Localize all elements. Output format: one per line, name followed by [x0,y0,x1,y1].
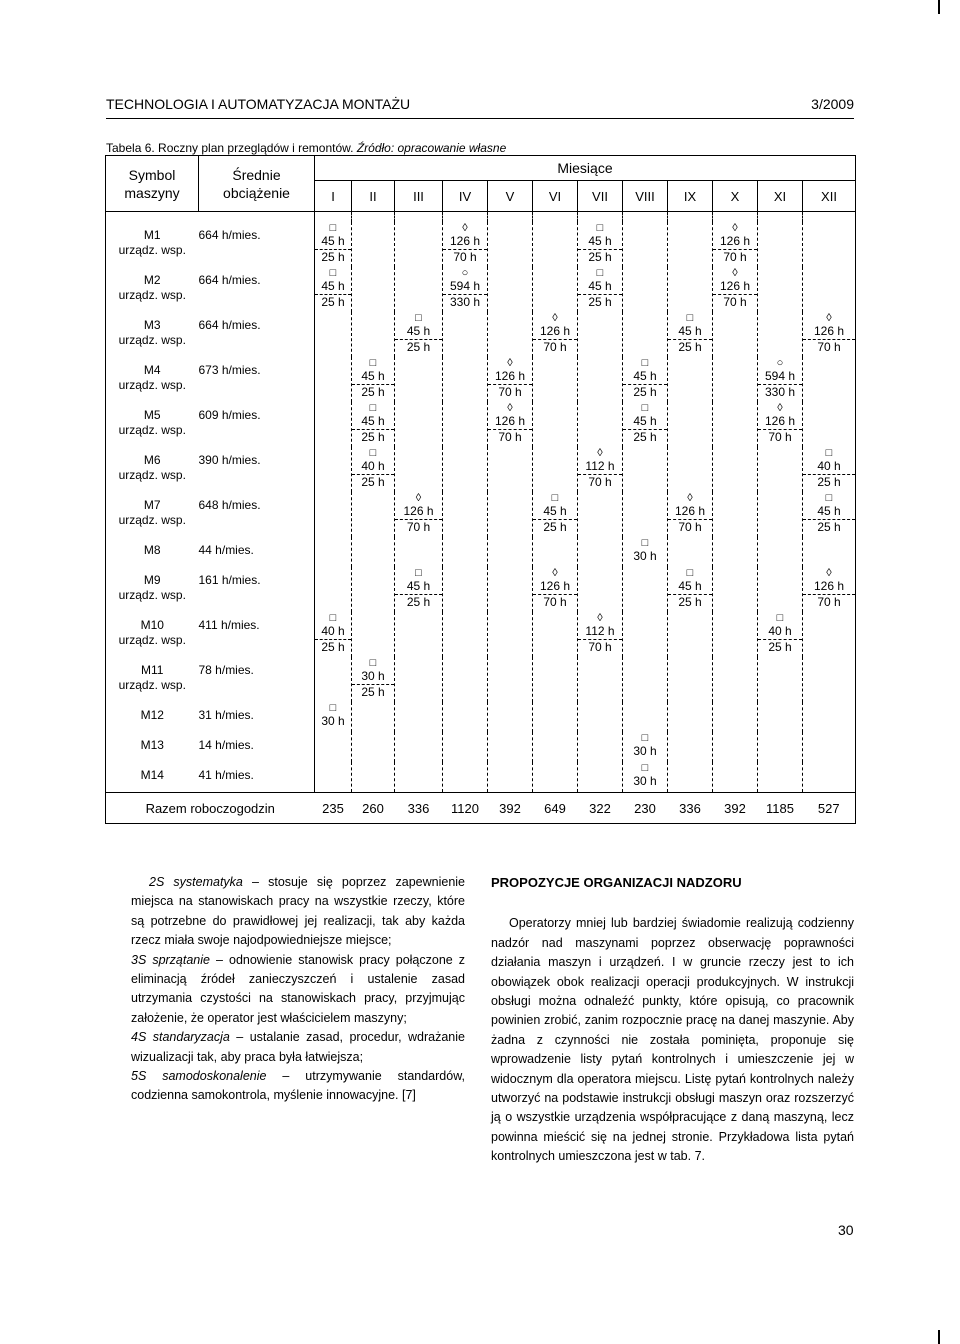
total-value: 392 [713,793,758,824]
plan-cell [443,567,488,612]
plan-cell [488,492,533,537]
plan-cell [803,222,856,267]
square-mark-icon: □ [415,567,422,579]
plan-cell [352,492,395,537]
machine-load: 31 h/mies. [199,702,315,732]
plan-cell [758,312,803,357]
plan-cell [713,312,758,357]
plan-cell: □ 30 h [315,702,352,732]
plan-cell [395,657,443,702]
circle-mark-icon: ○ [776,357,784,369]
total-value: 336 [668,793,713,824]
plan-cell [395,222,443,267]
plan-cell: □ 30 h [623,762,668,793]
plan-cell: □ 45 h 25 h [352,402,395,447]
square-mark-icon: □ [641,357,649,369]
journal-title: TECHNOLOGIA I AUTOMATYZACJA MONTAŻU [106,96,411,112]
plan-cell [352,222,395,267]
machine-load: 664 h/mies. [199,267,315,312]
month-VIII: VIII [623,181,668,212]
table-row [106,612,856,657]
plan-cell: ◊ 126 h 70 h [443,222,488,267]
plan-cell: □ 30 h [623,732,668,762]
plan-cell [533,222,578,267]
plan-cell: ◊ 126 h 70 h [713,222,758,267]
machine-load: 78 h/mies. [199,657,315,702]
plan-cell [668,612,713,657]
diamond-mark-icon: ◊ [597,612,603,624]
plan-cell [758,657,803,702]
total-value: 336 [395,793,443,824]
plan-cell: □ 45 h 25 h [578,222,623,267]
month-VI: VI [533,181,578,212]
diamond-mark-icon: ◊ [732,222,738,234]
plan-cell [395,357,443,402]
plan-cell: □ 45 h 25 h [533,492,578,537]
total-value: 1185 [758,793,803,824]
total-value: 322 [578,793,623,824]
plan-cell [443,492,488,537]
plan-cell [352,732,395,762]
plan-cell [533,357,578,402]
plan-cell [758,702,803,732]
plan-cell [668,447,713,492]
plan-cell [803,657,856,702]
plan-cell [395,702,443,732]
square-mark-icon: □ [329,702,337,714]
square-mark-icon: □ [369,657,377,669]
plan-cell: □ 45 h 25 h [668,567,713,612]
plan-cell [623,267,668,312]
plan-cell [488,222,533,267]
plan-cell: ◊ 126 h 70 h [803,312,856,357]
plan-cell: □ 45 h 25 h [352,357,395,402]
table-row [106,702,856,732]
plan-cell [803,702,856,732]
table-row [106,492,856,537]
total-value: 235 [315,793,352,824]
table-row [106,732,856,762]
plan-cell: □ 45 h 25 h [395,567,443,612]
machine-load: 161 h/mies. [199,567,315,612]
plan-cell [443,357,488,402]
plan-cell [352,537,395,567]
totals-label: Razem roboczogodzin [106,793,315,824]
machine-load: 41 h/mies. [199,762,315,793]
plan-cell [758,447,803,492]
plan-cell [758,267,803,312]
plan-cell [352,612,395,657]
plan-cell [668,357,713,402]
plan-cell [315,492,352,537]
plan-cell [758,222,803,267]
plan-cell [443,447,488,492]
section-heading: PROPOZYCJE ORGANIZACJI NADZORU [491,875,742,890]
plan-cell [533,402,578,447]
total-value: 230 [623,793,668,824]
plan-cell [488,702,533,732]
square-mark-icon: □ [825,447,833,459]
plan-cell [315,762,352,793]
machine-load: 609 h/mies. [199,402,315,447]
square-mark-icon: □ [329,267,337,279]
plan-cell [713,447,758,492]
plan-cell: ◊ 112 h 70 h [578,612,623,657]
plan-cell: ◊ 126 h 70 h [803,567,856,612]
month-XII: XII [803,181,856,212]
diamond-mark-icon: ◊ [415,492,422,504]
machine-symbol: M8 [106,537,199,567]
plan-cell [713,567,758,612]
table-caption [106,141,506,155]
machine-load: 44 h/mies. [199,537,315,567]
plan-cell [713,612,758,657]
plan-cell [315,447,352,492]
plan-cell [533,732,578,762]
diamond-mark-icon: ◊ [462,222,468,234]
plan-cell [713,537,758,567]
plan-cell [395,732,443,762]
plan-cell: ◊ 126 h 70 h [488,357,533,402]
machine-symbol: M10 urządz. wsp. [106,612,199,657]
definition-item: 2S systematyka – stosuje się poprzez zapewnienie miejsca na stanowiskach pracy na wszystkie rzeczy, które są potrzebne do prawidłowej jej realizacji, tak aby każda rzecz miała swoje najodpowiedniejsze miejsce; [131,875,466,948]
table-row [106,222,856,267]
plan-cell [533,702,578,732]
table-row [106,537,856,567]
plan-cell [578,492,623,537]
plan-cell [533,762,578,793]
machine-symbol: M2 urządz. wsp. [106,267,199,312]
plan-cell [533,447,578,492]
plan-cell [315,537,352,567]
plan-cell [315,657,352,702]
plan-cell [668,222,713,267]
plan-cell [395,447,443,492]
square-mark-icon: □ [329,222,337,234]
maintenance-plan-table [105,155,856,824]
plan-cell [578,357,623,402]
machine-symbol: M6 urządz. wsp. [106,447,199,492]
plan-cell [395,537,443,567]
plan-cell [533,612,578,657]
plan-cell [578,702,623,732]
diamond-mark-icon: ◊ [552,312,558,324]
plan-cell: □ 45 h 25 h [315,267,352,312]
plan-cell [668,762,713,793]
machine-symbol: M9 urządz. wsp. [106,567,199,612]
plan-cell [803,402,856,447]
plan-cell [315,312,352,357]
plan-cell: ○ 594 h 330 h [443,267,488,312]
plan-cell: □ 45 h 25 h [395,312,443,357]
month-VII: VII [578,181,623,212]
plan-cell [668,537,713,567]
plan-cell [623,702,668,732]
square-mark-icon: □ [369,402,377,414]
machine-load: 664 h/mies. [199,312,315,357]
total-value: 649 [533,793,578,824]
diamond-mark-icon: ◊ [826,567,832,579]
plan-cell [488,657,533,702]
machine-load: 648 h/mies. [199,492,315,537]
machine-symbol: M7 urządz. wsp. [106,492,199,537]
plan-cell: □ 30 h [623,537,668,567]
plan-cell [578,537,623,567]
plan-cell [443,657,488,702]
table-row [106,402,856,447]
plan-cell [443,312,488,357]
plan-cell [315,732,352,762]
plan-cell [352,312,395,357]
month-I: I [315,181,352,212]
plan-cell [758,492,803,537]
plan-cell: □ 40 h 25 h [803,447,856,492]
plan-cell [578,732,623,762]
plan-cell [443,702,488,732]
plan-cell [533,537,578,567]
plan-cell [623,492,668,537]
plan-cell [803,612,856,657]
plan-cell: ◊ 126 h 70 h [395,492,443,537]
plan-cell: □ 45 h 25 h [623,402,668,447]
total-value: 260 [352,793,395,824]
plan-cell [623,222,668,267]
plan-cell [668,657,713,702]
plan-cell [623,612,668,657]
plan-cell [488,267,533,312]
machine-symbol: M1 urządz. wsp. [106,222,199,267]
right-column [491,873,854,1167]
plan-cell: ◊ 126 h 70 h [668,492,713,537]
plan-cell [395,267,443,312]
plan-cell [713,492,758,537]
diamond-mark-icon: ◊ [826,312,832,324]
plan-cell [578,402,623,447]
machine-load: 411 h/mies. [199,612,315,657]
plan-cell [315,567,352,612]
section-body: Operatorzy mniej lub bardziej świadomie realizują codzienny nadzór nad maszynami poprzez obserwację poprawności działania maszyn i urządzeń. I w gruncie rzeczy jest to ich obowiązek obok realizacji operacji produkcyjnych. W instrukcji obsługi można odnaleźć punkty, które opisują, co pracownik powinien zrobić, zanim rozpocznie pracę na danej maszynie. Aby żadna z czynności nie została pominięta, proponuje się wprowadzenie listy pytań kontrolnych i umieszczenie jej w widocznym dla operatora miejscu. Listę pytań kontrolnych należy utworzyć na podstawie instrukcji obsługi maszyn oraz rozszerzyć ją o wszystkie urządzenia współpracujące z daną maszyną, lecz powinna mieścić się na jednej stronie. Przykładowa lista pytań kontrolnych umieszczona jest w tab. 7. [491,916,854,1164]
header-rule [106,118,854,119]
plan-cell [578,312,623,357]
plan-cell [668,732,713,762]
plan-cell [352,267,395,312]
plan-cell [623,657,668,702]
plan-cell: ◊ 126 h 70 h [488,402,533,447]
machine-load: 390 h/mies. [199,447,315,492]
plan-cell: ◊ 112 h 70 h [578,447,623,492]
plan-cell [713,657,758,702]
plan-cell [443,732,488,762]
diamond-mark-icon: ◊ [507,357,513,369]
plan-cell [352,567,395,612]
plan-cell: □ 45 h 25 h [315,222,352,267]
plan-cell [758,732,803,762]
diamond-mark-icon: ◊ [507,402,513,414]
table-row [106,447,856,492]
total-value: 527 [803,793,856,824]
diamond-mark-icon: ◊ [732,267,738,279]
plan-cell: □ 45 h 25 h [803,492,856,537]
running-header [106,96,854,112]
plan-cell [443,537,488,567]
plan-cell [533,267,578,312]
plan-cell [315,357,352,402]
plan-cell [578,567,623,612]
plan-cell [713,402,758,447]
diamond-mark-icon: ◊ [552,567,558,579]
plan-cell: ◊ 126 h 70 h [758,402,803,447]
plan-cell [488,762,533,793]
plan-cell: ◊ 126 h 70 h [713,267,758,312]
diamond-mark-icon: ◊ [597,447,603,459]
plan-cell [803,267,856,312]
machine-load: 14 h/mies. [199,732,315,762]
machine-symbol: M4 urządz. wsp. [106,357,199,402]
square-mark-icon: □ [329,612,337,624]
table-row [106,762,856,793]
plan-cell [315,402,352,447]
definition-item: 4S standaryzacja – ustalanie zasad, procedur, wdrażanie wizualizacji tak, aby praca była łatwiejsza; [131,1030,465,1064]
table-row [106,312,856,357]
plan-cell [395,402,443,447]
plan-cell [713,357,758,402]
plan-cell [713,762,758,793]
diamond-mark-icon: ◊ [777,402,783,414]
plan-cell [803,762,856,793]
month-II: II [352,181,395,212]
square-mark-icon: □ [776,612,784,624]
square-mark-icon: □ [641,537,649,549]
month-III: III [395,181,443,212]
plan-cell: □ 45 h 25 h [578,267,623,312]
square-mark-icon: □ [596,222,604,234]
square-mark-icon: □ [415,312,422,324]
issue-number: 3/2009 [811,96,854,112]
machine-symbol: M11 urządz. wsp. [106,657,199,702]
plan-cell: □ 45 h 25 h [668,312,713,357]
total-value: 392 [488,793,533,824]
machine-load: 673 h/mies. [199,357,315,402]
square-mark-icon: □ [641,732,649,744]
square-mark-icon: □ [369,447,377,459]
machine-symbol: M3 urządz. wsp. [106,312,199,357]
month-IX: IX [668,181,713,212]
machine-load: 664 h/mies. [199,222,315,267]
plan-cell: ◊ 126 h 70 h [533,567,578,612]
square-mark-icon: □ [686,567,694,579]
square-mark-icon: □ [551,492,559,504]
plan-cell [803,537,856,567]
plan-cell [443,762,488,793]
month-X: X [713,181,758,212]
plan-cell: ○ 594 h 330 h [758,357,803,402]
caption-label: Tabela 6. Roczny plan przeglądów i remontów. [106,141,354,155]
plan-cell [443,402,488,447]
month-V: V [488,181,533,212]
table-row [106,357,856,402]
plan-cell [578,762,623,793]
plan-cell: □ 45 h 25 h [623,357,668,402]
machine-symbol: M12 [106,702,199,732]
square-mark-icon: □ [825,492,833,504]
square-mark-icon: □ [369,357,377,369]
plan-cell [443,612,488,657]
plan-cell [488,447,533,492]
plan-cell [488,732,533,762]
crop-mark-bottom [938,1330,948,1344]
plan-cell [668,702,713,732]
plan-cell [352,702,395,732]
square-mark-icon: □ [641,402,649,414]
table-row [106,657,856,702]
plan-cell [488,612,533,657]
plan-cell: □ 40 h 25 h [352,447,395,492]
crop-mark-top [938,0,948,14]
plan-cell [803,357,856,402]
header-symbol: Symbol maszyny [106,156,199,212]
month-IV: IV [443,181,488,212]
plan-cell [623,447,668,492]
plan-cell [352,762,395,793]
plan-cell: □ 30 h 25 h [352,657,395,702]
totals-row [106,793,856,824]
square-mark-icon: □ [641,762,649,774]
total-value: 1120 [443,793,488,824]
machine-symbol: M13 [106,732,199,762]
header-months: Miesiące [315,156,856,181]
square-mark-icon: □ [596,267,604,279]
plan-cell: □ 40 h 25 h [758,612,803,657]
plan-cell [668,267,713,312]
plan-cell: □ 40 h 25 h [315,612,352,657]
plan-cell [713,732,758,762]
month-XI: XI [758,181,803,212]
page-number: 30 [838,1222,854,1238]
plan-cell [803,732,856,762]
diamond-mark-icon: ◊ [687,492,693,504]
header-load: Średnie obciążenie [199,156,315,212]
caption-source: Źródło: opracowanie własne [356,141,507,155]
machine-symbol: M5 urządz. wsp. [106,402,199,447]
definition-item: 5S samodoskonalenie – utrzymywanie standardów, codzienna samokontrola, myślenie innowacyjne. [7] [131,1069,466,1103]
plan-cell [623,567,668,612]
plan-cell [668,402,713,447]
plan-cell [758,762,803,793]
plan-cell [488,537,533,567]
plan-cell [578,657,623,702]
table-row [106,567,856,612]
square-mark-icon: □ [686,312,694,324]
plan-cell [623,312,668,357]
machine-symbol: M14 [106,762,199,793]
plan-cell [713,702,758,732]
plan-cell [488,312,533,357]
circle-mark-icon: ○ [461,267,469,279]
plan-cell [758,567,803,612]
left-column [131,873,465,1106]
definition-item: 3S sprzątanie – odnowienie stanowisk pracy połączone z eliminacją źródeł zanieczyszczeń i ustalenie zasad utrzymania czystości na stanowiskach pracy, przyjmując założenie, że operator jest właścicielem maszyny; [131,952,466,1025]
table-row [106,267,856,312]
plan-cell [395,762,443,793]
plan-cell [758,537,803,567]
plan-cell: ◊ 126 h 70 h [533,312,578,357]
plan-cell [533,657,578,702]
plan-cell [395,612,443,657]
plan-cell [488,567,533,612]
